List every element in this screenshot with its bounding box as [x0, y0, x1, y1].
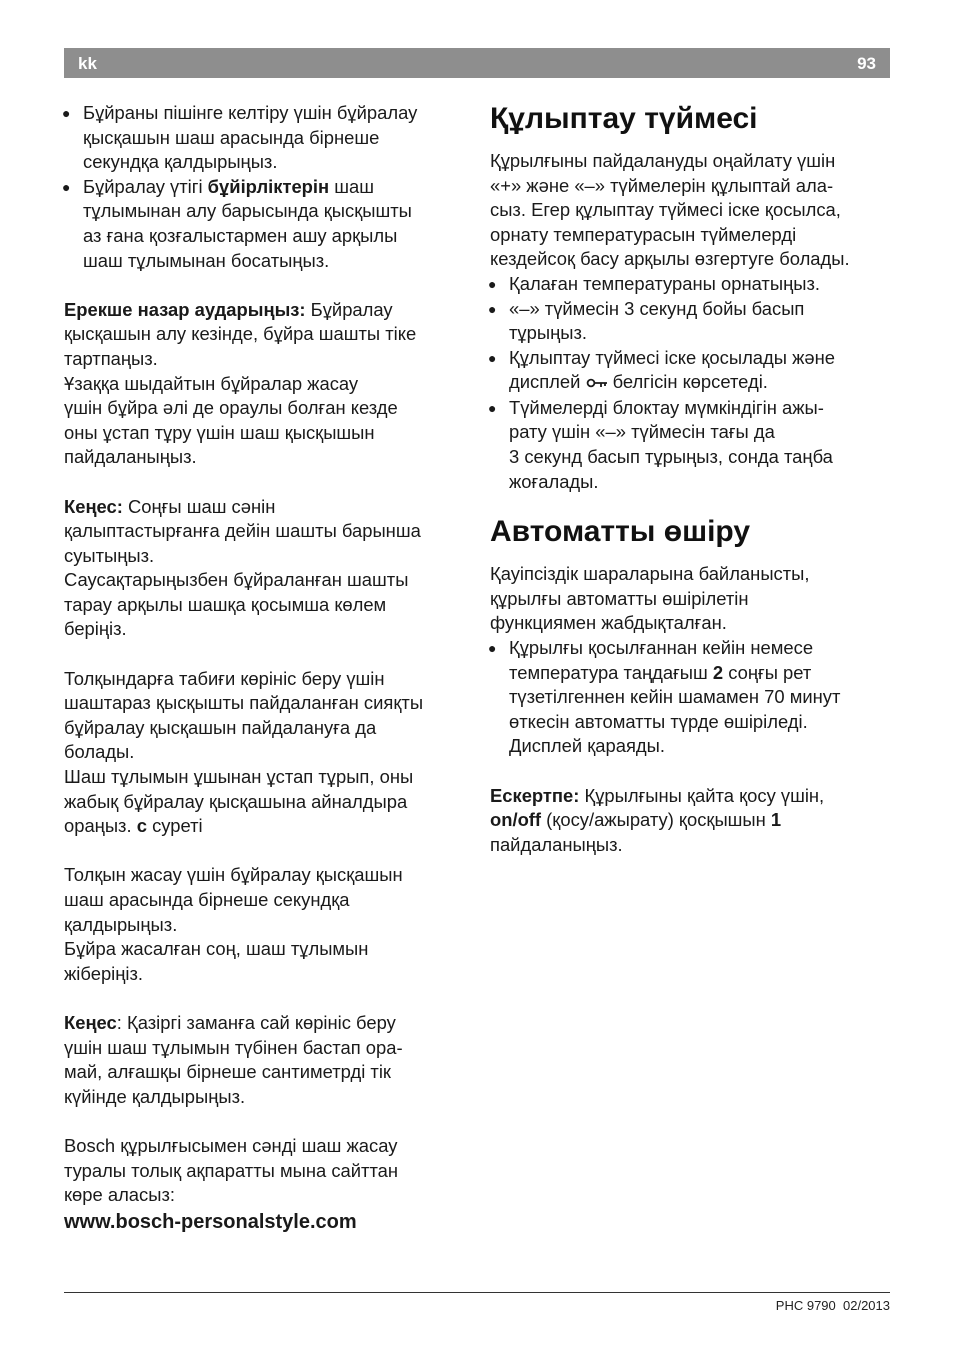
- bullet-text: тұлымынан алу барысында қысқышты: [83, 200, 412, 222]
- paragraph-text: қысқашын алу кезінде, бұйра шашты тіке: [64, 323, 417, 345]
- bold-number: 1: [770, 809, 782, 831]
- right-column: [490, 101, 890, 857]
- bullet-text: белгісін көрсетеді.: [607, 371, 768, 393]
- footer-rule: [64, 1292, 890, 1293]
- language-code: kk: [78, 54, 97, 73]
- wave-making-paragraph: [64, 863, 466, 986]
- paragraph-text: тартпаңыз.: [64, 347, 158, 369]
- bullet-icon: ●: [488, 300, 497, 317]
- bullet-text: Бұйраны пішінге келтіру үшін бұйралау: [83, 102, 418, 123]
- bullet-text: тұрыңыз.: [509, 322, 587, 344]
- website-paragraph: [64, 1134, 466, 1234]
- bullet-text: 3 секунд басып тұрыңыз, сонда таңба: [509, 445, 833, 467]
- tip-paragraph-2: [64, 1011, 466, 1109]
- paragraph-text: үшін бұйра әлі де ораулы болған кезде: [64, 397, 398, 419]
- header-bar: [64, 48, 890, 78]
- paragraph-text: функциямен жабдықталған.: [490, 612, 727, 634]
- paragraph-text: шаштараз қысқышты пайдаланған сияқты: [64, 692, 424, 714]
- paragraph-text: шаш арасында бірнеше секундқа: [64, 889, 350, 910]
- paragraph-text: Шаш тұлымын ұшынан ұстап тұрып, оны: [64, 766, 414, 788]
- paragraph-text: құрылғы автоматты өшірілетін: [490, 587, 749, 609]
- bullet-text: қысқашын шаш арасында бірнеше: [83, 126, 380, 148]
- model-number: PHC 9790: [775, 1298, 836, 1313]
- bullet-icon: ●: [62, 178, 71, 195]
- attention-label: Ерекше назар аударыңыз:: [64, 298, 306, 320]
- bold-term: бұйірліктерін: [207, 175, 330, 197]
- bullet-text: дисплей: [509, 371, 586, 393]
- paragraph-text: қалыптастырғанға дейін шашты барынша: [64, 520, 421, 542]
- paragraph-text: оны ұстап тұру үшін шаш қысқышын: [64, 421, 375, 443]
- note-paragraph: [490, 784, 890, 858]
- paragraph-text: сыз. Егер құлыптау түймесі іске қосылса,: [490, 199, 841, 221]
- bullet-text: соңғы рет: [723, 661, 812, 683]
- paragraph-text: көре аласыз:: [64, 1184, 175, 1206]
- bullet-text: шаш тұлымынан босатыңыз.: [83, 249, 330, 271]
- paragraph-text: ораңыз.: [64, 815, 137, 837]
- paragraph-text: бұйралау қысқашын пайдалануға да: [64, 716, 377, 738]
- bullet-text: Құлыптау түймесі іске қосылады және: [509, 346, 836, 368]
- left-column: [64, 101, 466, 1234]
- lock-bullet-1: [490, 272, 890, 297]
- bullet-2: [64, 175, 466, 273]
- lock-intro: [490, 149, 890, 272]
- lock-bullet-4: [490, 396, 890, 494]
- paragraph-text: суытыңыз.: [64, 544, 155, 566]
- paragraph-text: суреті: [146, 815, 203, 837]
- bullet-text: өткесін автоматты түрде өшіріледі.: [509, 710, 808, 732]
- bullet-icon: ●: [62, 105, 71, 121]
- paragraph-text: жіберіңіз.: [64, 962, 144, 984]
- paragraph-text: (қосу/ажырату) қосқышын: [541, 809, 771, 831]
- bullet-text: түзетілгеннен кейін шамамен 70 минут: [509, 686, 841, 708]
- paragraph-text: «+» және «–» түймелерін құлыптай ала-: [490, 174, 834, 196]
- bullet-text: Қалаған температураны орнатыңыз.: [509, 272, 820, 294]
- paragraph-text: орнату температурасын түймелерді: [490, 223, 797, 245]
- paragraph-text: үшін шаш тұлымын түбінен бастап ора-: [64, 1036, 403, 1058]
- date: 02/2013: [843, 1298, 890, 1313]
- tip-paragraph: [64, 495, 466, 643]
- paragraph-text: туралы толық ақпаратты мына сайттан: [64, 1159, 399, 1181]
- paragraph-text: : Қазіргі заманға сай көрініс беру: [116, 1011, 396, 1033]
- bullet-text: Құрылғы қосылғаннан кейін немесе: [509, 636, 814, 658]
- bullet-text: температура таңдағыш: [509, 661, 713, 683]
- bullet-icon: ●: [488, 349, 497, 366]
- bold-number: 2: [712, 661, 724, 683]
- section-heading-auto-off: Автоматты өшіру: [490, 515, 751, 549]
- website-link[interactable]: www.bosch-personalstyle.com: [64, 1210, 357, 1233]
- paragraph-text: болады.: [64, 741, 135, 763]
- paragraph-text: кездейсоқ басу арқылы өзгертуге болады.: [490, 248, 850, 270]
- bullet-icon: ●: [488, 639, 497, 656]
- paragraph-text: Құрылғыны қайта қосу үшін,: [579, 784, 825, 806]
- key-icon: [586, 371, 608, 396]
- bullet-icon: ●: [488, 399, 497, 416]
- bullet-text: Түймелерді блоктау мүмкіндігін ажы-: [509, 396, 824, 418]
- paragraph-text: пайдаланыңыз.: [490, 833, 623, 855]
- paragraph-text: күйінде қалдырыңыз.: [64, 1085, 246, 1107]
- paragraph-text: жабық бұйралау қысқашына айналдыра: [64, 790, 408, 812]
- tip-label: Кеңес:: [64, 495, 123, 517]
- bullet-1: [64, 101, 466, 175]
- waves-paragraph: [64, 667, 466, 839]
- paragraph-text: пайдаланыңыз.: [64, 446, 197, 468]
- paragraph-text: тарау арқылы шашқа қосымша көлем: [64, 593, 387, 615]
- note-label: Ескертпе:: [490, 784, 580, 806]
- tip-label: Кеңес: [64, 1011, 117, 1033]
- section-heading-lock: Құлыптау түймесі: [490, 102, 758, 135]
- bullet-text: Дисплей қараяды.: [509, 735, 665, 757]
- auto-off-bullet: [490, 636, 890, 759]
- paragraph-text: Құрылғыны пайдалануды оңайлату үшін: [490, 150, 836, 171]
- paragraph-text: Саусақтарыңызбен бұйраланған шашты: [64, 569, 409, 591]
- paragraph-text: Қауіпсіздік шараларына байланысты,: [490, 563, 810, 585]
- attention-paragraph: [64, 298, 466, 470]
- paragraph-text: май, алғашқы бірнеше сантиметрді тік: [64, 1061, 391, 1083]
- bullet-text: аз ғана қозғалыстармен ашу арқылы: [83, 224, 398, 246]
- figure-ref: c: [136, 815, 147, 837]
- bold-term: on/off: [490, 809, 542, 831]
- bullet-text: шаш: [329, 175, 374, 197]
- paragraph-text: Соңғы шаш сәнін: [122, 495, 276, 517]
- bullet-text: рату үшін «–» түймесін тағы да: [509, 421, 775, 443]
- bullet-icon: ●: [488, 275, 497, 292]
- page-number: 93: [857, 54, 876, 73]
- lock-bullet-3: [490, 346, 890, 396]
- bullet-text: «–» түймесін 3 секунд бойы басып: [509, 297, 805, 319]
- paragraph-text: Толқындарға табиғи көрініс беру үшін: [64, 667, 385, 689]
- paragraph-text: Бұйралау: [305, 298, 393, 320]
- footer: [776, 1298, 890, 1313]
- paragraph-text: қалдырыңыз.: [64, 913, 178, 935]
- paragraph-text: Толқын жасау үшін бұйралау қысқашын: [64, 864, 403, 886]
- auto-off-intro: [490, 562, 890, 636]
- paragraph-text: Бұйра жасалған соң, шаш тұлымын: [64, 938, 369, 960]
- bullet-text: секундқа қалдырыңыз.: [83, 151, 278, 173]
- paragraph-text: беріңіз.: [64, 618, 127, 640]
- bullet-text: Бұйралау үтігі: [83, 175, 208, 197]
- paragraph-text: Ұзаққа шыдайтын бұйралар жасау: [64, 372, 359, 394]
- paragraph-text: Bosch құрылғысымен сәнді шаш жасау: [64, 1134, 398, 1156]
- bullet-text: жоғалады.: [509, 470, 599, 492]
- lock-bullet-2: [490, 297, 890, 346]
